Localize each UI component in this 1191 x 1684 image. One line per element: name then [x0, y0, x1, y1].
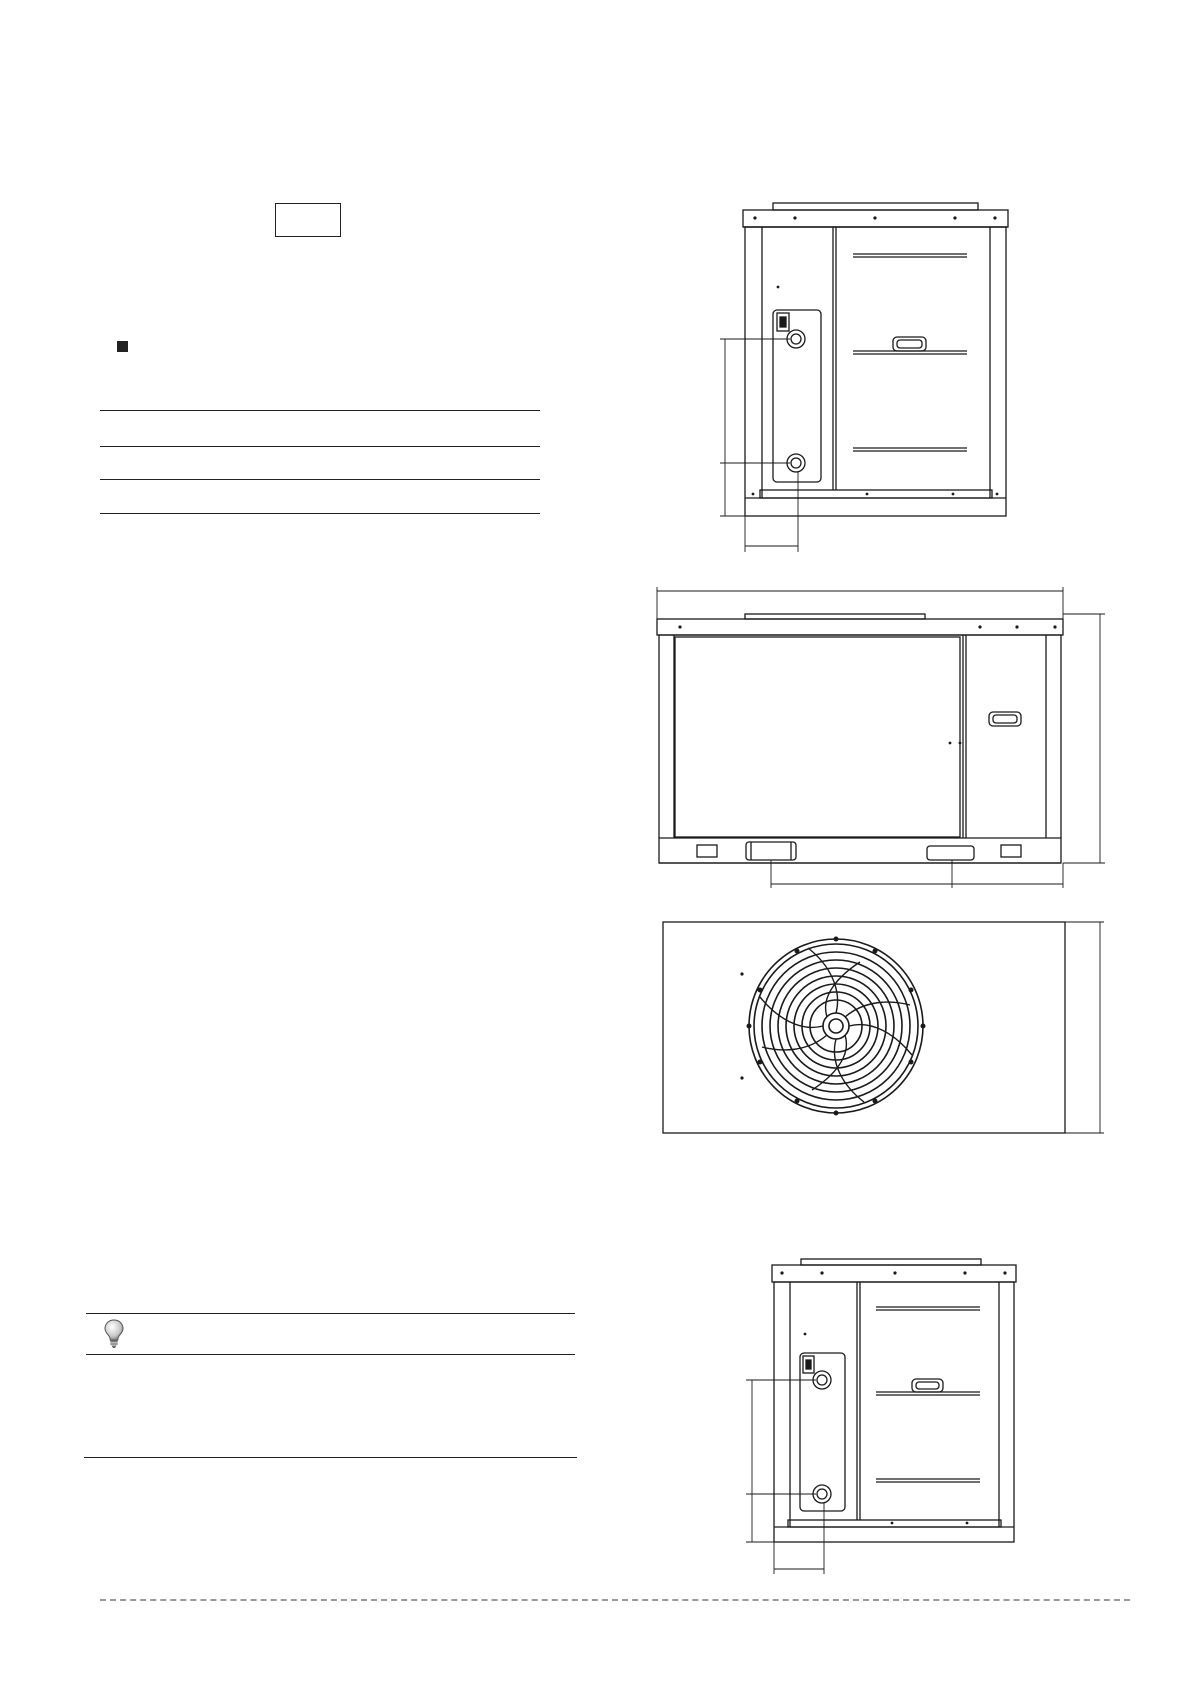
unit-side-view-top: [720, 203, 1008, 552]
unit-top-view-fan: [663, 922, 1104, 1133]
unit-front-view: [657, 587, 1105, 888]
unit-side-view-bottom: [746, 1259, 1016, 1574]
